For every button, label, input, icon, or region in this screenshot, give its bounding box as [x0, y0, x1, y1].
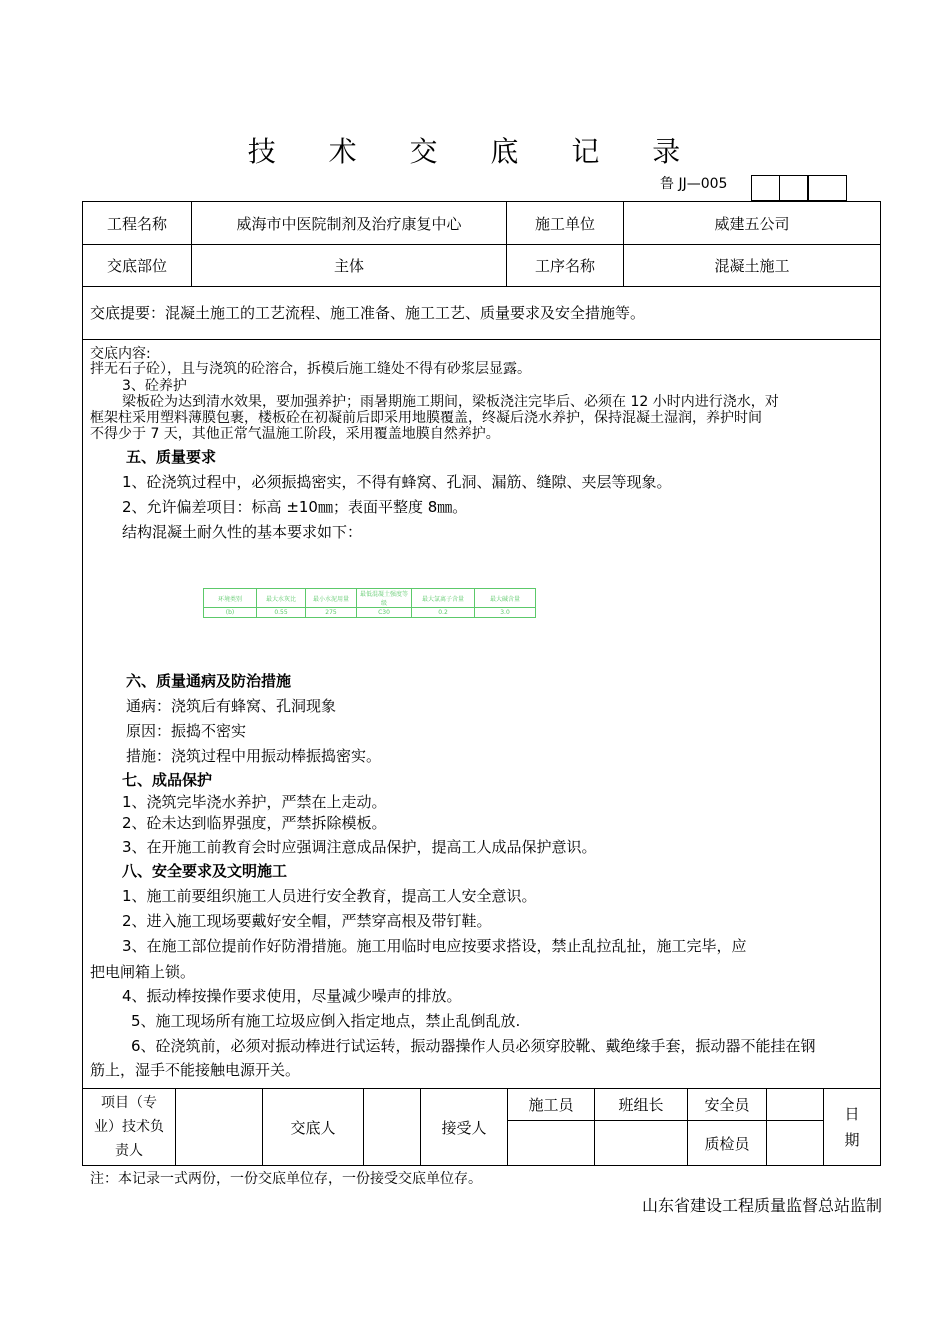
- tech-lead-label: [83, 1089, 176, 1166]
- page-title: 技 术 交 底 记 录: [247, 135, 703, 168]
- mini-cell: 环境类别: [204, 589, 257, 608]
- mini-cell: 275: [306, 608, 357, 618]
- process: 混凝土施工: [624, 245, 881, 287]
- content-line: 3、在施工部位提前作好防滑措施。施工用临时电应按要求搭设，禁止乱拉乱扯，施工完毕，应: [122, 937, 747, 955]
- team-lead-label: 班组长: [595, 1089, 688, 1121]
- form-code: 鲁 JJ—005: [660, 176, 728, 192]
- discloser-label: 交底人: [263, 1089, 364, 1166]
- worker-label: 施工员: [508, 1089, 595, 1121]
- issuer: 山东省建设工程质量监督总站监制: [641, 1196, 882, 1215]
- date-label: [824, 1089, 881, 1166]
- content-line: 框架柱采用塑料薄膜包裹，楼板砼在初凝前后即采用地膜覆盖，终凝后浇水养护，保持混凝土湿润，养护时间: [90, 410, 762, 426]
- content-line: 5、施工现场所有施工垃圾应倒入指定地点，禁止乱倒乱放.: [131, 1012, 521, 1030]
- date-label-line: 日: [844, 1105, 860, 1123]
- mini-cell: C30: [357, 608, 412, 618]
- content-line: 梁板砼为达到清水效果，要加强养护；雨暑期施工期间，梁板浇注完毕后、必须在 12 小时内进行浇水，对: [122, 394, 779, 410]
- part: 主体: [192, 245, 507, 287]
- content-line: 2、允许偏差项目：标高 ±10㎜；表面平整度 8㎜。: [122, 498, 468, 516]
- mini-cell: 0.2: [412, 608, 475, 618]
- safety-sign[interactable]: [767, 1089, 824, 1121]
- mini-cell: (b): [204, 608, 257, 618]
- part-label: 交底部位: [83, 245, 192, 287]
- team-lead-sign[interactable]: [595, 1121, 688, 1166]
- content-line: 4、振动棒按操作要求使用，尽量减少噪声的排放。: [122, 987, 462, 1005]
- content-line: 原因：振捣不密实: [126, 722, 247, 740]
- section-heading: 八、安全要求及文明施工: [122, 862, 288, 880]
- mini-cell: 最大水灰比: [257, 589, 306, 608]
- content-line: 1、施工前要组织施工人员进行安全教育，提高工人安全意识。: [122, 887, 537, 905]
- content-line: 6、砼浇筑前，必须对振动棒进行试运转，振动器操作人员必须穿胶靴、戴绝缘手套，振动器不能挂在钢: [131, 1037, 816, 1055]
- content-line: 1、浇筑完毕浇水养护，严禁在上走动。: [122, 793, 387, 811]
- summary-text: 交底提要：混凝土施工的工艺流程、施工准备、施工工艺、质量要求及安全措施等。: [90, 304, 646, 322]
- mini-cell: 0.55: [257, 608, 306, 618]
- mini-cell: 最小水泥用量: [306, 589, 357, 608]
- durability-table: [203, 588, 536, 618]
- project-name-label: 工程名称: [83, 202, 192, 245]
- content-line: 措施：浇筑过程中用振动棒振捣密实。: [126, 747, 382, 765]
- discloser-sign[interactable]: [364, 1089, 421, 1166]
- date-label-line: 期: [844, 1131, 860, 1149]
- code-box: [808, 175, 847, 201]
- mini-cell: 最低混凝土强度等级: [357, 589, 412, 608]
- content-line: 通病：浇筑后有蜂窝、孔洞现象: [126, 697, 337, 715]
- content-line: 2、进入施工现场要戴好安全帽，严禁穿高根及带钉鞋。: [122, 912, 492, 930]
- content-line: 1、砼浇筑过程中，必须振捣密实，不得有蜂窝、孔洞、漏筋、缝隙、夹层等现象。: [122, 473, 672, 491]
- header-table: [82, 201, 881, 287]
- content-line: 3、砼养护: [122, 378, 187, 394]
- content-line: 把电闸箱上锁。: [90, 963, 196, 981]
- content-line: 筋上，湿手不能接触电源开关。: [90, 1061, 301, 1079]
- contractor-label: 施工单位: [507, 202, 624, 245]
- content-line: 2、砼未达到临界强度，严禁拆除模板。: [122, 814, 387, 832]
- quality-sign[interactable]: [767, 1121, 824, 1166]
- content-line: 拌无石子砼），且与浇筑的砼溶合，拆模后施工缝处不得有砂浆层显露。: [90, 361, 531, 377]
- section-heading: 六、质量通病及防治措施: [126, 672, 292, 690]
- content-line: 不得少于 7 天，其他正常气温施工阶段，采用覆盖地膜自然养护。: [90, 426, 500, 442]
- quality-label: 质检员: [688, 1121, 767, 1166]
- mini-cell: 最大氯离子含量: [412, 589, 475, 608]
- content-line: 3、在开施工前教育会时应强调注意成品保护，提高工人成品保护意识。: [122, 838, 597, 856]
- content-heading: 交底内容:: [90, 346, 151, 362]
- content-line: 结构混凝土耐久性的基本要求如下：: [122, 523, 363, 541]
- mini-cell: 3.0: [475, 608, 536, 618]
- worker-sign[interactable]: [508, 1121, 595, 1166]
- footnote: 注：本记录一式两份，一份交底单位存，一份接受交底单位存。: [90, 1171, 482, 1187]
- tech-lead-label-line: 业）技术负: [94, 1119, 164, 1135]
- contractor: 威建五公司: [624, 202, 881, 245]
- section-heading: 七、成品保护: [122, 771, 213, 789]
- signature-table: [82, 1088, 881, 1166]
- receiver-label: 接受人: [421, 1089, 508, 1166]
- section-heading: 五、质量要求: [126, 448, 217, 466]
- tech-lead-label-line: 责人: [115, 1143, 143, 1159]
- tech-lead-label-line: 项目（专: [101, 1095, 157, 1111]
- tech-lead-sign[interactable]: [176, 1089, 263, 1166]
- process-label: 工序名称: [507, 245, 624, 287]
- code-box: [779, 175, 808, 201]
- safety-label: 安全员: [688, 1089, 767, 1121]
- project-name: 威海市中医院制剂及治疗康复中心: [192, 202, 507, 245]
- mini-cell: 最大碱含量: [475, 589, 536, 608]
- code-box: [751, 175, 780, 201]
